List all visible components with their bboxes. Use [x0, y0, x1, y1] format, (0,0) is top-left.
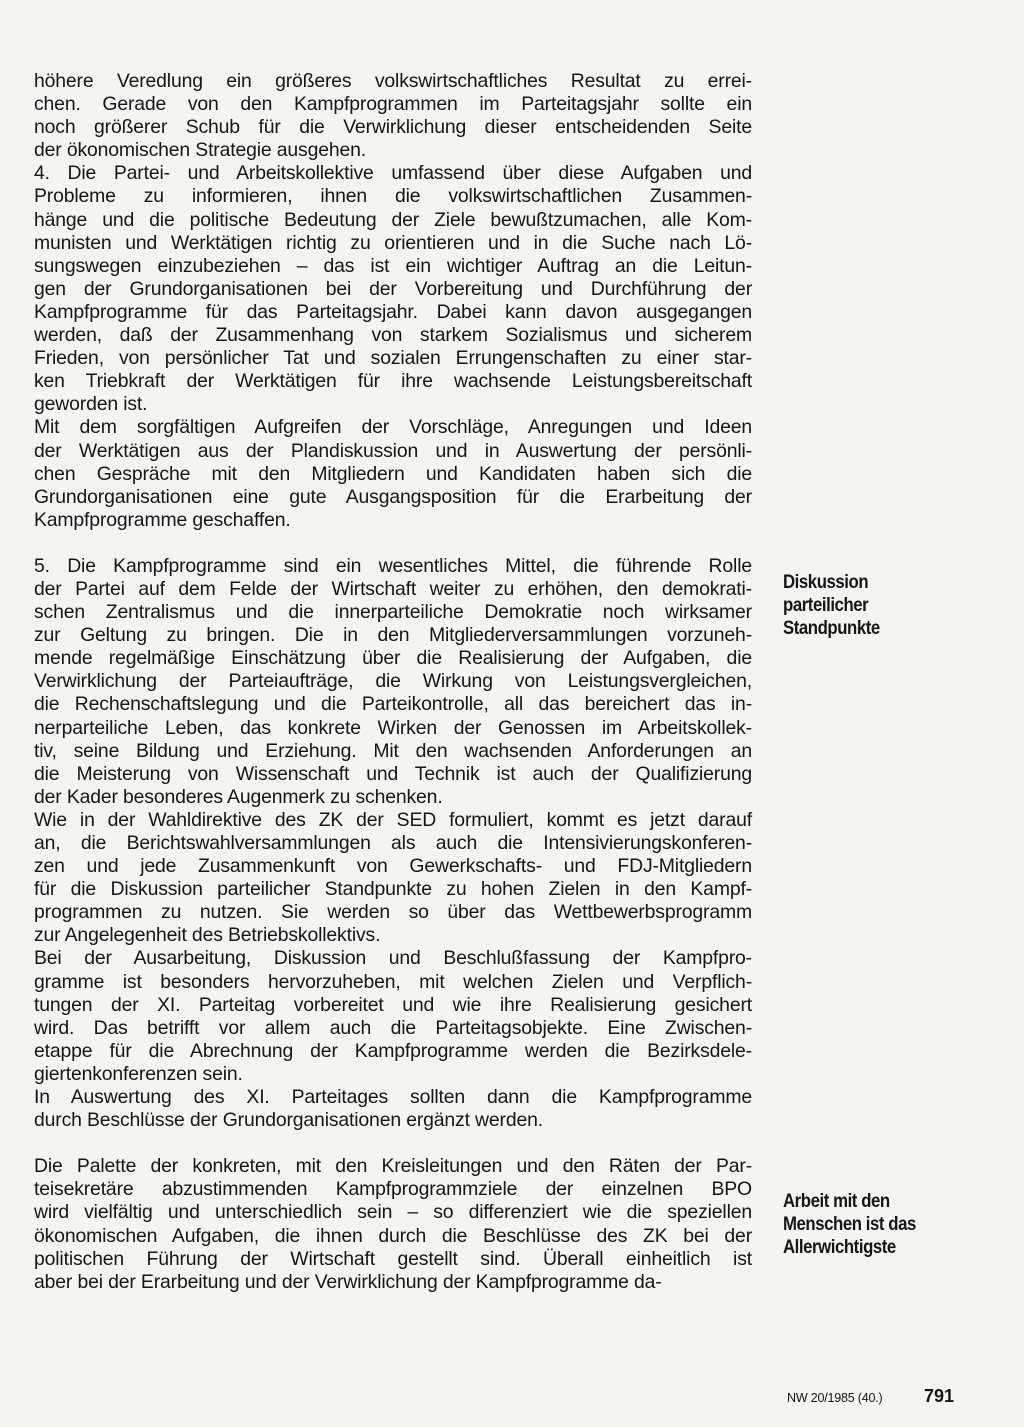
text-line: Wie in der Wahldirektive des ZK der SED formuliert, kommt es jetzt darauf — [34, 808, 752, 831]
text-line: für die Diskussion parteilicher Standpunkte zu hohen Zielen in den Kampf- — [34, 878, 752, 901]
paragraph — [34, 70, 752, 162]
text-line: Kampfprogramme für das Parteitagsjahr. Dabei kann davon ausgegangen — [34, 300, 752, 323]
text-line: etappe für die Abrechnung der Kampfprogramme werden die Bezirksdele- — [34, 1039, 752, 1062]
text-line: Die Palette der konkreten, mit den Kreisleitungen und den Räten der Par- — [34, 1155, 752, 1178]
margin-heading-line: Diskussion — [783, 571, 869, 593]
text-line: Mit dem sorgfältigen Aufgreifen der Vorschläge, Anregungen und Ideen — [34, 416, 752, 439]
paragraph — [34, 416, 752, 531]
text-line: der ökonomischen Strategie ausgehen. — [34, 139, 367, 162]
text-line: schen Zentralismus und die innerparteiliche Demokratie noch wirksamer — [34, 601, 752, 624]
text-line: zur Geltung zu bringen. Die in den Mitgliederversammlungen vorzuneh- — [34, 624, 752, 647]
paragraph — [34, 809, 752, 948]
text-line: höhere Veredlung ein größeres volkswirtschaftliches Resultat zu errei- — [34, 70, 752, 92]
text-line: tungen der XI. Parteitag vorbereitet und wie ihre Realisierung gesichert — [34, 993, 752, 1016]
page-number: 791 — [924, 1386, 955, 1406]
text-line: giertenkonferenzen sein. — [34, 1062, 243, 1085]
text-line: 5. Die Kampfprogramme sind ein wesentliches Mittel, die führende Rolle — [34, 554, 752, 577]
text-line: Grundorganisationen eine gute Ausgangsposition für die Erarbeitung der — [34, 485, 752, 508]
text-line: der Kader besonderes Augenmerk zu schenken. — [34, 785, 443, 808]
text-line: Kampfprogramme geschaffen. — [34, 508, 291, 531]
text-line: wird vielfältig und unterschiedlich sein – so differenziert wie die speziellen — [34, 1201, 752, 1224]
paragraph — [34, 555, 752, 809]
text-line: Verwirklichung der Parteiaufträge, die Wirkung von Leistungsvergleichen, — [34, 670, 752, 693]
text-line: gen der Grundorganisationen bei der Vorbereitung und Durchführung der — [34, 277, 752, 300]
paragraph — [34, 1155, 752, 1294]
text-line: zen und jede Zusammenkunft von Gewerkschafts- und FDJ-Mitgliedern — [34, 855, 752, 878]
margin-heading-line: Standpunkte — [783, 617, 880, 640]
main-text-column — [34, 70, 752, 1294]
text-line: ökonomischen Aufgaben, die ihnen durch die Beschlüsse des ZK bei der — [34, 1224, 752, 1247]
text-line: noch größerer Schub für die Verwirklichung dieser entscheidenden Seite — [34, 116, 752, 139]
paragraph — [34, 947, 752, 1086]
text-line: Probleme zu informieren, ihnen die volkswirtschaftlichen Zusammen- — [34, 185, 752, 208]
text-line: Frieden, von persönlicher Tat und sozialen Errungenschaften zu einer star- — [34, 347, 752, 370]
text-line: der Werktätigen aus der Plandiskussion und in Auswertung der persönli- — [34, 439, 752, 462]
text-line: aber bei der Erarbeitung und der Verwirklichung der Kampfprogramme da- — [34, 1270, 662, 1293]
margin-heading-diskussion — [783, 571, 964, 641]
text-line: 4. Die Partei- und Arbeitskollektive umfassend über diese Aufgaben und — [34, 162, 752, 185]
text-line: geworden ist. — [34, 393, 148, 416]
text-line: an, die Berichtswahlversammlungen als auch die Intensivierungskonferen- — [34, 832, 752, 854]
text-line: ken Triebkraft der Werktätigen für ihre wachsende Leistungsbereitschaft — [34, 370, 752, 393]
text-line: hänge und die politische Bedeutung der Ziele bewußtzumachen, alle Kom- — [34, 208, 752, 231]
text-line: durch Beschlüsse der Grundorganisationen ergänzt werden. — [34, 1109, 543, 1132]
margin-heading-arbeit-mit-menschen — [783, 1190, 964, 1260]
text-line: politischen Führung der Wirtschaft gestellt sind. Überall einheitlich ist — [34, 1247, 752, 1270]
text-line: In Auswertung des XI. Parteitages sollten dann die Kampfprogramme — [34, 1086, 752, 1109]
paragraph — [34, 162, 752, 416]
text-line: Bei der Ausarbeitung, Diskussion und Beschlußfassung der Kampfpro- — [34, 947, 752, 970]
text-line: wird. Das betrifft vor allem auch die Parteitagsobjekte. Eine Zwischen- — [34, 1016, 752, 1039]
text-line: die Rechenschaftslegung und die Parteikontrolle, all das bereichert das in- — [34, 693, 752, 716]
text-line: programmen zu nutzen. Sie werden so über das Wettbewerbsprogramm — [34, 901, 752, 924]
text-line: teisekretäre abzustimmenden Kampfprogrammziele der einzelnen BPO — [34, 1178, 752, 1201]
text-line: zur Angelegenheit des Betriebskollektivs. — [34, 924, 381, 947]
text-line: munisten und Werktätigen richtig zu orientieren und in die Suche nach Lö- — [34, 231, 752, 254]
text-line: der Partei auf dem Felde der Wirtschaft weiter zu erhöhen, den demokrati- — [34, 577, 752, 600]
issue-reference: NW 20/1985 (40.) — [787, 1391, 883, 1405]
text-line: chen Gespräche mit den Mitgliedern und Kandidaten haben sich die — [34, 462, 752, 485]
text-line: werden, daß der Zusammenhang von starkem Sozialismus und sicherem — [34, 324, 752, 347]
text-line: mende regelmäßige Einschätzung über die Realisierung der Aufgaben, die — [34, 647, 752, 670]
paragraph — [34, 1086, 752, 1132]
text-line: sungswegen einzubeziehen – das ist ein wichtiger Auftrag an die Leitun- — [34, 254, 752, 277]
text-line: gramme ist besonders hervorzuheben, mit welchen Zielen und Verpflich- — [34, 970, 752, 993]
text-line: tiv, seine Bildung und Erziehung. Mit den wachsenden Anforderungen an — [34, 739, 752, 762]
text-line: nerparteiliche Leben, das konkrete Wirken der Genossen im Arbeitskollek- — [34, 716, 752, 739]
margin-heading-line: parteilicher — [783, 594, 869, 617]
text-line: chen. Gerade von den Kampfprogrammen im Parteitagsjahr sollte ein — [34, 93, 752, 116]
text-line: die Meisterung von Wissenschaft und Technik ist auch der Qualifizierung — [34, 762, 752, 785]
margin-heading-line: Menschen ist das — [783, 1213, 916, 1236]
margin-heading-line: Arbeit mit den — [783, 1190, 890, 1212]
margin-heading-line: Allerwichtigste — [783, 1236, 896, 1259]
